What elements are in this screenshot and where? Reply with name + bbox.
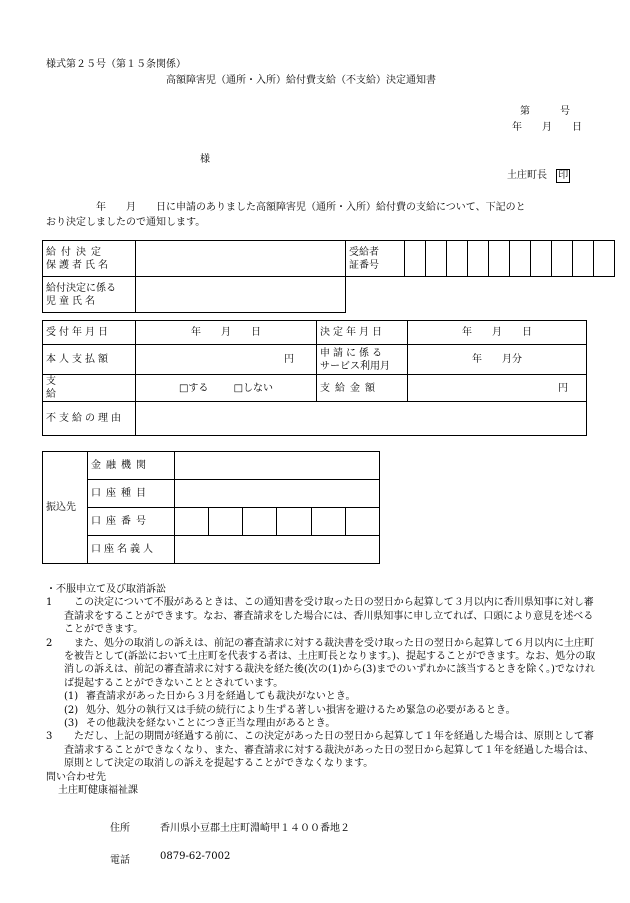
contact-phone: 0879-62-7002 [160,851,231,862]
appeal-notes [46,583,596,798]
decision-date-label: 決定年月日 [317,321,408,345]
account-type-label: 口座種目 [88,480,175,508]
note-sub-item: (1) 審査請求があった日から３月を経過しても裁決がないとき。 [64,691,356,703]
payment-amount-value[interactable]: 円 [408,375,587,402]
self-pay-label: 本人支払額 [43,345,136,375]
recipient-number-digit[interactable] [426,241,447,277]
guardian-label: 給付決定 保護者氏名 [43,241,136,277]
document-number: 第 号 [520,106,570,117]
child-name-cell[interactable] [136,277,346,313]
note-item: 3 ただし、上記の期間が経過する前に、この決定があった日の翌日から起算して１年を経過した場合は、原則として審査請求することができなくなり、また、審査請求に対する裁決があった日の翌日から起算して１年を経過した場合は、原則として決定の取消しの訴えを提起することができなくなります。 [46,731,594,770]
payment-no-checkbox[interactable]: □しない [233,382,274,394]
account-holder-value[interactable] [175,536,380,564]
document-date: 年 月 日 [512,122,582,133]
received-date-value[interactable]: 年 月 日 [136,321,317,345]
self-pay-value[interactable]: 円 [136,345,317,375]
account-holder-label: 口座名義人 [88,536,175,564]
guardian-name-cell[interactable] [136,241,346,277]
account-number-digit[interactable] [243,508,277,536]
service-month-value[interactable]: 年 月分 [408,345,587,375]
denial-reason-value[interactable] [136,402,587,436]
note-sub-item: (3) その他裁決を経ないことにつき正当な理由があるとき。 [64,718,336,730]
account-number-label: 口座番号 [88,508,175,536]
decision-date-value[interactable]: 年 月 日 [408,321,587,345]
bank-name-label: 金融機関 [88,452,175,480]
decision-table [42,320,587,436]
recipient-number-label: 受給者 証番号 [346,241,405,277]
account-number-digit[interactable] [209,508,243,536]
bank-name-value[interactable] [175,452,380,480]
received-date-label: 受付年月日 [43,321,136,345]
service-month-label: 申請に係る サービス利用月 [317,345,408,375]
account-number-digit[interactable] [175,508,209,536]
contact-heading: 問い合わせ先 [46,771,106,783]
account-type-value[interactable] [175,480,380,508]
recipient-number-digit[interactable] [552,241,573,277]
recipient-number-digit[interactable] [489,241,510,277]
bank-table [42,451,380,564]
seal-mark: 印 [558,170,569,181]
recipient-number-digit[interactable] [468,241,489,277]
account-number-digit[interactable] [345,508,379,536]
note-sub-item: (2) 処分、処分の執行又は手続の続行により生ずる著しい損害を避けるため緊急の必要があるとき。 [64,704,516,716]
contact-dept: 土庄町健康福祉課 [58,785,138,797]
addressee-suffix: 様 [200,154,210,165]
recipient-number-digit[interactable] [594,241,615,277]
intro-line-1: 年 月 日に申請のありました高額障害児（通所・入所）給付費の支給について、下記のと [96,202,526,213]
note-item: 1 この決定について不服があるときは、この通知書を受け取った日の翌日から起算して３月以内に香川県知事に対し審査請求をすることができます。なお、審査請求をした場合には、香川県知事に申し立てれば、口頭により意見を述べることができます。 [46,597,594,636]
issuer-name: 土庄町長 [507,170,547,181]
denial-reason-label: 不支給の理由 [43,402,136,436]
account-number-digit[interactable] [311,508,345,536]
payment-label: 支給 [43,375,136,402]
intro-line-2: おり決定しましたので通知します。 [46,217,206,228]
account-number-digit[interactable] [277,508,311,536]
recipient-number-digit[interactable] [573,241,594,277]
contact-phone-label: 電話 [110,855,130,866]
form-number: 様式第２５号（第１５条関係） [46,59,186,70]
contact-address: 香川県小豆郡土庄町淵崎甲１４００番地２ [160,823,350,834]
notes-heading: ・不服申立て及び取消訴訟 [46,584,166,595]
recipient-number-digit[interactable] [510,241,531,277]
contact-address-label: 住所 [110,823,130,834]
payment-yes-checkbox[interactable]: □する [178,382,209,394]
recipient-number-digit[interactable] [447,241,468,277]
issuer [507,166,570,183]
note-item: 2 また、処分の取消しの訴えは、前記の審査請求に対する裁決書を受け取った日の翌日から起算して６月以内に土庄町を被告として(訴訟において土庄町を代表する者は、土庄町長となります。)、提起することができます。なお、処分の取消しの訴えは、前記の審査請求に対する裁決を経た後(次の(1)から(3)までのいずれかに該当するときを除く。)でなければ提起することができないこととされています。 [46,637,596,689]
payment-choice[interactable] [136,375,317,402]
recipient-table [42,240,615,313]
recipient-number-digit[interactable] [405,241,426,277]
recipient-number-digit[interactable] [531,241,552,277]
child-label: 給付決定に係る 児童氏名 [43,277,136,313]
payment-amount-label: 支給金額 [317,375,408,402]
transfer-label: 振込先 [43,452,88,564]
document-title: 高額障害児（通所・入所）給付費支給（不支給）決定通知書 [166,75,436,86]
